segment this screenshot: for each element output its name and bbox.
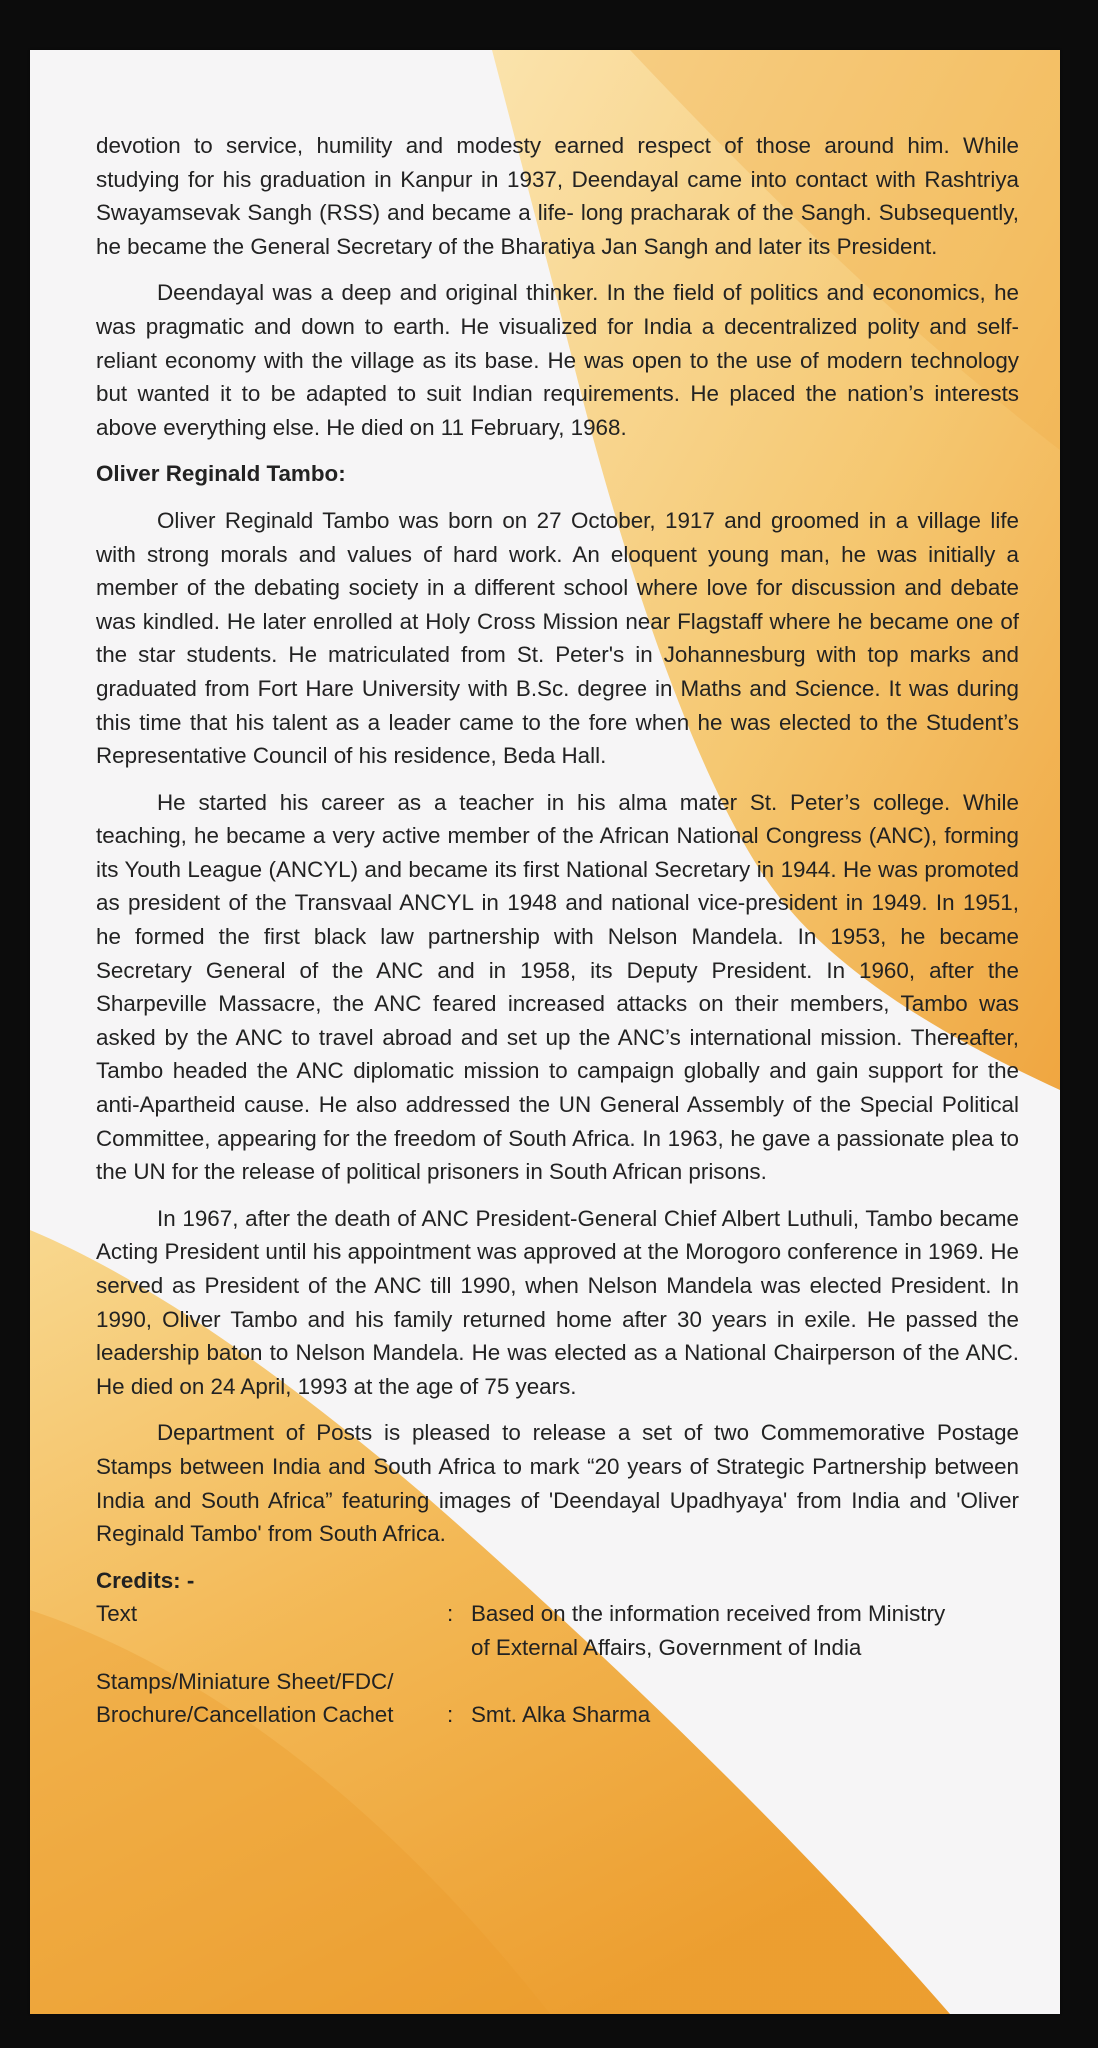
credits-heading: Credits: - [96,1567,195,1593]
brochure-text [96,129,1019,1732]
brochure-page [30,50,1060,2014]
paragraph-tambo-presidency: In 1967, after the death of ANC President-General Chief Albert Luthuli, Tambo became Acting President until his appointment was approved at the Morogoro conference in 1969. He served as President of the ANC till 1990, when Nelson Mandela was elected President. In 1990, Oliver Tambo and his family returned home after 30 years in exile. He passed the leadership baton to Nelson Mandela. He was elected as a National Chairperson of the ANC. He died on 24 April, 1993 at the age of 75 years. [96,1205,1019,1399]
paragraph-tambo-early-life: Oliver Reginald Tambo was born on 27 October, 1917 and groomed in a village life with strong morals and values of hard work. An eloquent young man, he was initially a member of the debating society in a different school where love for discussion and debate was kindled. He later enrolled at Holy Cross Mission near Flagstaff where he became one of the star students. He matriculated from St. Peter's in Johannesburg with top marks and graduated from Fort Hare University with B.Sc. degree in Maths and Science. It was during this time that his talent as a leader came to the fore when he was elected to the Student’s Representative Council of his residence, Beda Hall. [96,507,1019,769]
credit-label-design-line1: Stamps/Miniature Sheet/FDC/ [96,1668,394,1694]
credit-row-text [96,1597,1019,1631]
credit-colon: : [447,1601,454,1627]
credit-colon: : [447,1702,454,1728]
paragraph-stamp-release: Department of Posts is pleased to release a set of two Commemorative Postage Stamps between India and South Africa to mark “20 years of Strategic Partnership between India and South Africa” featuring images of 'Deendayal Upadhyaya' from India and 'Oliver Reginald Tambo' from South Africa. [96,1420,1019,1547]
credit-label-text: Text [96,1601,138,1627]
credits-section [96,1564,1019,1732]
credit-value-text-line2: of External Affairs, Government of India [471,1634,862,1660]
paragraph-tambo-career: He started his career as a teacher in his alma mater St. Peter’s college. While teaching, he became a very active member of the African National Congress (ANC), forming its Youth League (ANCYL) and became its first National Secretary in 1944. He was promoted as president of the Transvaal ANCYL in 1948 and national vice-president in 1949. In 1951, he formed the first black law partnership with Nelson Mandela. In 1953, he became Secretary General of the ANC and in 1958, its Deputy President. In 1960, after the Sharpeville Massacre, the ANC feared increased attacks on their members, Tambo was asked by the ANC to travel abroad and set up the ANC’s international mission. Thereafter, Tambo headed the ANC diplomatic mission to campaign globally and gain support for the anti-Apartheid cause. He also addressed the UN General Assembly of the Special Political Committee, appearing for the freedom of South Africa. In 1963, he gave a passionate plea to the UN for the release of political prisoners in South African prisons. [96,789,1019,1185]
credit-row-text-cont [96,1631,1019,1665]
credit-label-design-line2: Brochure/Cancellation Cachet [96,1702,394,1728]
heading-tambo: Oliver Reginald Tambo: [96,461,346,487]
credit-value-text-line1: Based on the information received from Ministry [471,1601,946,1627]
credit-row-design-label [96,1665,1019,1699]
paragraph-deendayal-thinker: Deendayal was a deep and original thinker. In the field of politics and economics, he was pragmatic and down to earth. He visualized for India a decentralized polity and self-reliant economy with the village as its base. He was open to the use of modern technology but wanted it to be adapted to suit Indian requirements. He placed the nation’s interests above everything else. He died on 11 February, 1968. [96,280,1019,440]
paragraph-deendayal-intro: devotion to service, humility and modesty earned respect of those around him. While studying for his graduation in Kanpur in 1937, Deendayal came into contact with Rashtriya Swayamsevak Sangh (RSS) and became a life- long pracharak of the Sangh. Subsequently, he became the General Secretary of the Bharatiya Jan Sangh and later its President. [96,133,1019,259]
credit-value-design: Smt. Alka Sharma [471,1702,651,1728]
credit-row-design [96,1698,1019,1732]
